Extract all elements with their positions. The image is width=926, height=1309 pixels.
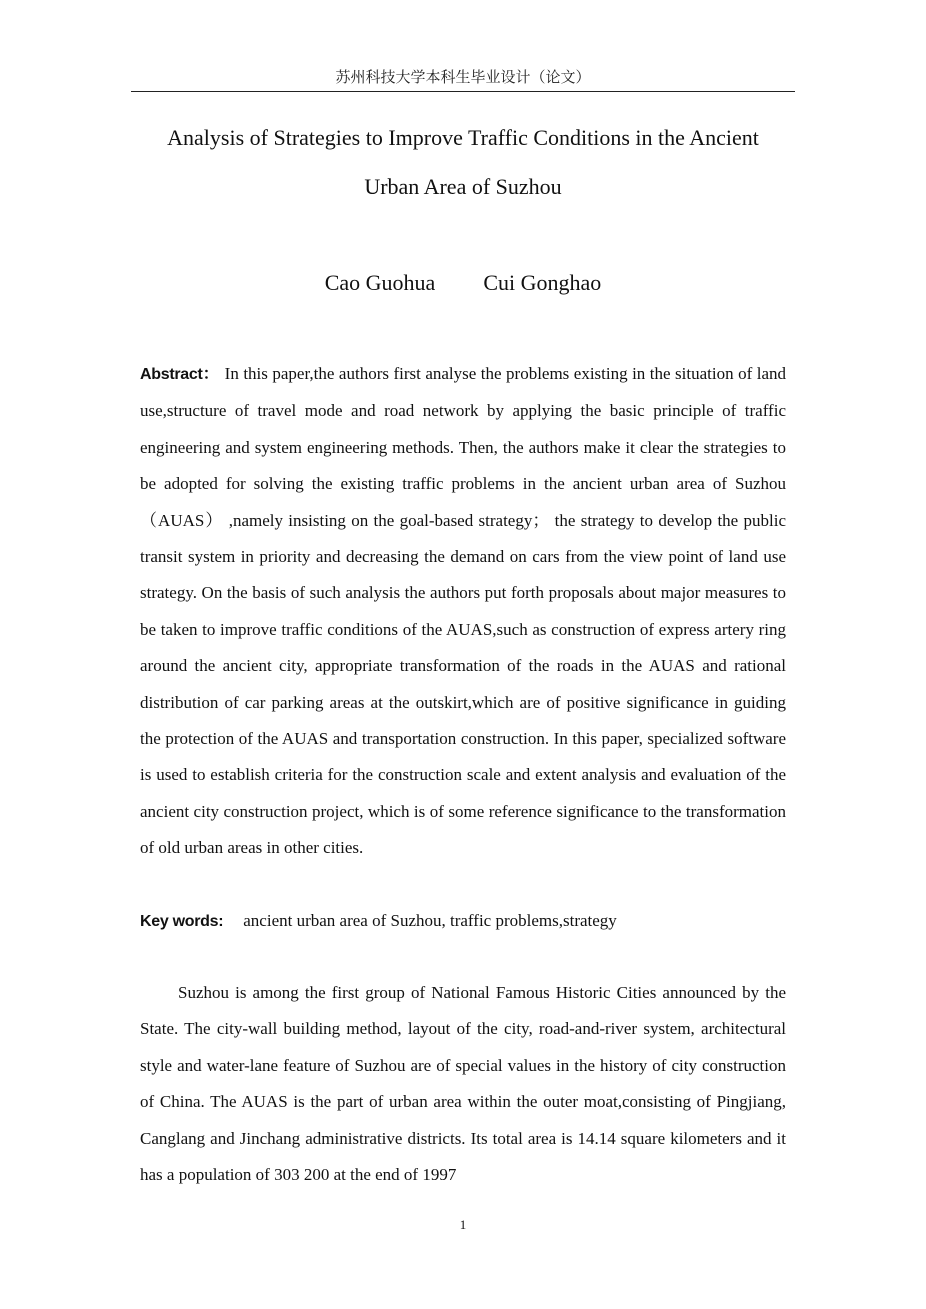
abstract-paragraph <box>140 356 786 867</box>
abstract-text: In this paper,the authors first analyse the problems existing in the situation of land use,structure of travel mode and road network by applying the basic principle of traffic engineering and system engineering methods. Then, the authors make it clear the strategies to be adopted for solving the existing traffic problems in the ancient urban area of Suzhou （AUAS） ,namely insisting on the goal-based strategy； the strategy to develop the public transit system in priority and decreasing the demand on cars from the view point of land use strategy. On the basis of such analysis the authors put forth proposals about major measures to be taken to improve traffic conditions of the AUAS,such as construction of express artery ring around the ancient city, appropriate transformation of the roads in the AUAS and rational distribution of car parking areas at the outskirt,which are of positive significance in guiding the protection of the AUAS and transportation construction. In this paper, specialized software is used to establish criteria for the construction scale and extent analysis and evaluation of the ancient city construction project, which is of some reference significance to the transformation of old urban areas in other cities. <box>140 364 786 858</box>
keywords-text: ancient urban area of Suzhou, traffic problems,strategy <box>243 911 617 930</box>
keywords-label: Key words: <box>140 913 224 930</box>
running-header: 苏州科技大学本科生毕业设计（论文） <box>335 68 591 86</box>
body-paragraph: Suzhou is among the first group of National Famous Historic Cities announced by the State. The city-wall building method, layout of the city, road-and-river system, architectural style and water-lane feature of Suzhou are of special values in the history of city construction of China. The AUAS is the part of urban area within the outer moat,consisting of Pingjiang, Canglang and Jinchang administrative districts. Its total area is 14.14 square kilometers and it has a population of 303 200 at the end of 1997 <box>140 983 786 1185</box>
page-number: 1 <box>459 1217 467 1232</box>
keywords-row <box>140 903 786 940</box>
author-name: Cao Guohua <box>324 270 436 295</box>
abstract-label: Abstract： <box>140 366 219 383</box>
paper-title-line-1: Analysis of Strategies to Improve Traffic Conditions in the Ancient <box>167 125 759 150</box>
author-name: Cui Gonghao <box>483 270 602 295</box>
author-list <box>0 271 926 295</box>
paper-title-line-2: Urban Area of Suzhou <box>364 174 562 199</box>
header-divider <box>131 91 795 92</box>
